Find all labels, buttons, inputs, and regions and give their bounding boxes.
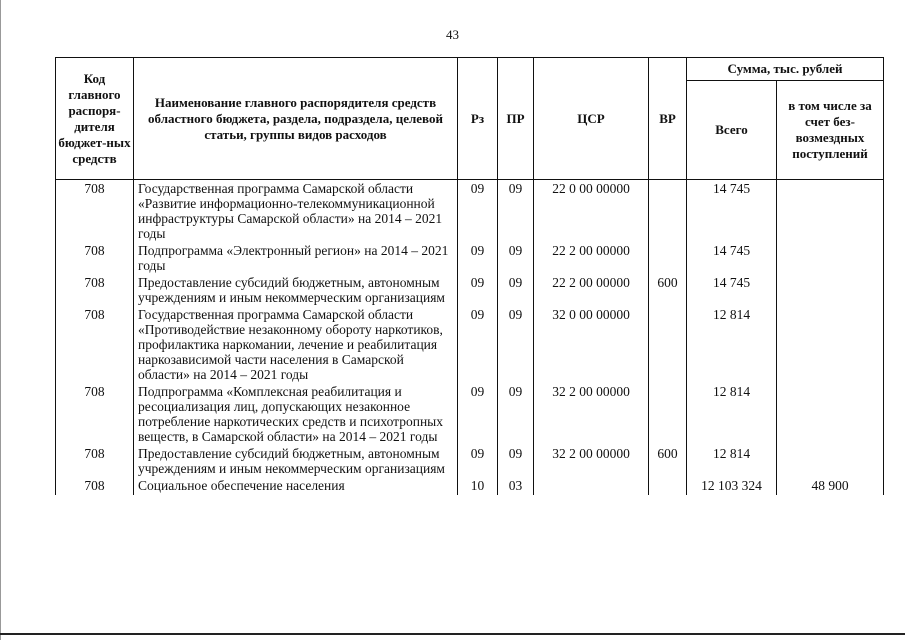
table-row xyxy=(56,478,884,495)
cell-total: 14 745 xyxy=(687,243,777,275)
cell-total: 12 814 xyxy=(687,446,777,478)
cell-free xyxy=(777,384,884,446)
table-row xyxy=(56,446,884,478)
cell-code: 708 xyxy=(56,446,134,478)
cell-rz: 09 xyxy=(458,275,498,307)
cell-vr xyxy=(649,243,687,275)
page-number: 43 xyxy=(446,27,459,42)
cell-pr: 09 xyxy=(498,275,534,307)
cell-name: Предоставление субсидий бюджетным, автономным учреждениям и иным некоммерческим организациям xyxy=(134,446,458,478)
page-bottom-rule xyxy=(0,633,905,635)
cell-code: 708 xyxy=(56,384,134,446)
cell-pr: 09 xyxy=(498,446,534,478)
header-name: Наименование главного распорядителя средств областного бюджета, раздела, подраздела, целевой статьи, группы видов расходов xyxy=(134,58,458,180)
cell-csr: 22 0 00 00000 xyxy=(534,180,649,244)
cell-csr: 22 2 00 00000 xyxy=(534,243,649,275)
header-code: Код главного распоря-дителя бюджет-ных средств xyxy=(56,58,134,180)
cell-code: 708 xyxy=(56,180,134,244)
cell-free xyxy=(777,446,884,478)
cell-total: 12 814 xyxy=(687,307,777,384)
table-row xyxy=(56,243,884,275)
cell-csr xyxy=(534,478,649,495)
cell-name: Государственная программа Самарской области «Развитие информационно-телекоммуникационной инфраструктуры Самарской области» на 2014 – 2021 годы xyxy=(134,180,458,244)
cell-rz: 09 xyxy=(458,446,498,478)
cell-rz: 09 xyxy=(458,243,498,275)
cell-name: Государственная программа Самарской области «Противодействие незаконному обороту наркотиков, профилактика наркомании, лечение и реабилитация наркозависимой части населения в Самарской области» на 2014 – 2021 годы xyxy=(134,307,458,384)
cell-csr: 32 0 00 00000 xyxy=(534,307,649,384)
cell-vr xyxy=(649,478,687,495)
table-row xyxy=(56,384,884,446)
header-csr: ЦСР xyxy=(534,58,649,180)
scan-edge-line xyxy=(0,0,1,640)
cell-pr: 09 xyxy=(498,243,534,275)
cell-name: Подпрограмма «Комплексная реабилитация и ресоциализация лиц, допускающих незаконное потребление наркотических средств и психотропных веществ, в Самарской области» на 2014 – 2021 годы xyxy=(134,384,458,446)
cell-total: 12 103 324 xyxy=(687,478,777,495)
cell-free xyxy=(777,243,884,275)
cell-vr: 600 xyxy=(649,275,687,307)
cell-total: 12 814 xyxy=(687,384,777,446)
cell-code: 708 xyxy=(56,243,134,275)
cell-vr xyxy=(649,180,687,244)
cell-vr: 600 xyxy=(649,446,687,478)
cell-name: Социальное обеспечение населения xyxy=(134,478,458,495)
header-vr: ВР xyxy=(649,58,687,180)
cell-csr: 32 2 00 00000 xyxy=(534,384,649,446)
cell-total: 14 745 xyxy=(687,275,777,307)
cell-vr xyxy=(649,307,687,384)
cell-rz: 09 xyxy=(458,307,498,384)
cell-free: 48 900 xyxy=(777,478,884,495)
cell-code: 708 xyxy=(56,307,134,384)
cell-pr: 09 xyxy=(498,180,534,244)
header-sum: Сумма, тыс. рублей xyxy=(687,58,884,81)
table-body xyxy=(56,180,884,496)
header-pr: ПР xyxy=(498,58,534,180)
cell-name: Подпрограмма «Электронный регион» на 2014 – 2021 годы xyxy=(134,243,458,275)
header-free: в том числе за счет без-возмездных поступлений xyxy=(777,81,884,180)
table-row xyxy=(56,275,884,307)
cell-code: 708 xyxy=(56,275,134,307)
cell-free xyxy=(777,180,884,244)
cell-rz: 09 xyxy=(458,180,498,244)
cell-total: 14 745 xyxy=(687,180,777,244)
table-row xyxy=(56,307,884,384)
cell-pr: 09 xyxy=(498,384,534,446)
cell-pr: 09 xyxy=(498,307,534,384)
cell-free xyxy=(777,307,884,384)
cell-name: Предоставление субсидий бюджетным, автономным учреждениям и иным некоммерческим организациям xyxy=(134,275,458,307)
header-rz: Рз xyxy=(458,58,498,180)
cell-csr: 22 2 00 00000 xyxy=(534,275,649,307)
cell-csr: 32 2 00 00000 xyxy=(534,446,649,478)
cell-code: 708 xyxy=(56,478,134,495)
cell-vr xyxy=(649,384,687,446)
table-row xyxy=(56,180,884,244)
cell-rz: 09 xyxy=(458,384,498,446)
budget-table xyxy=(55,57,884,495)
cell-pr: 03 xyxy=(498,478,534,495)
cell-free xyxy=(777,275,884,307)
header-total: Всего xyxy=(687,81,777,180)
cell-rz: 10 xyxy=(458,478,498,495)
